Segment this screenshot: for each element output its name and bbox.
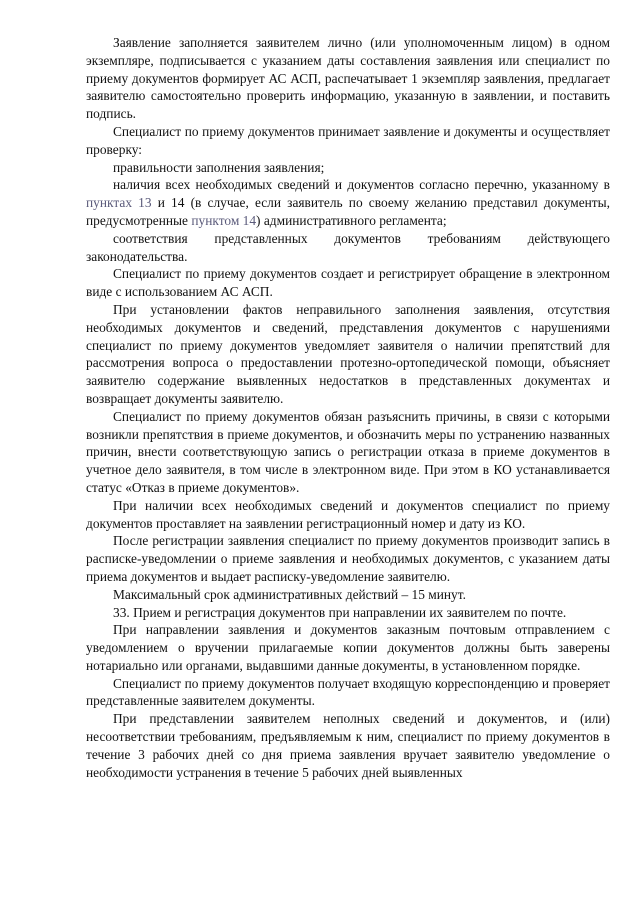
paragraph-check-completeness [86,176,610,229]
paragraph-check-legislation: соответствия представленных документов требованиям действующего законодательства. [86,230,610,264]
paragraph-check-correctness: правильности заполнения заявления; [113,159,325,175]
paragraph-incorrect-filling: При установлении фактов неправильного заполнения заявления, отсутствия необходимых документов и сведений, представления документов с нарушениями специалист по приему документов уведомляет заявителя о наличии препятствий для рассмотрения вопроса о предоставлении протезно-ортопедической помощи, объясняет заявителю содержание выявленных недостатков в представленных документах и возвращает документы заявителю. [86,301,610,406]
paragraph-receipt-notice: После регистрации заявления специалист по приему документов производит запись в расписке-уведомлении о приеме заявления и необходимых документов, с указанием даты приема документов и выдает расписку-уведомление заявителю. [86,533,610,584]
paragraph-registered-mail: При направлении заявления и документов заказным почтовым отправлением с уведомлением о вручении прилагаемые копии документов должны быть заверены нотариально или органами, выдавшими данные документы, в установленном порядке. [86,622,610,673]
completeness-text-part-3: ) административного регламента; [256,212,447,228]
paragraph-acceptance-check: Специалист по приему документов принимает заявление и документы и осуществляет проверку: [86,123,610,157]
paragraph-registration-number: При наличии всех необходимых сведений и документов специалист по приему документов проставляет на заявлении регистрационный номер и дату из КО. [86,497,610,531]
paragraph-item-33: 33. Прием и регистрация документов при направлении их заявителем по почте. [113,604,567,620]
paragraph-application-filling: Заявление заполняется заявителем лично (или уполномоченным лицом) в одном экземпляре, подписывается с указанием даты составления заявления или специалист по приему документов формирует АС АСП, распечатывает 1 экземпляр заявления, предлагает заявителю самостоятельно проверить информацию, указанную в заявлении, и поставить подпись. [86,35,610,122]
completeness-text-part-1: наличия всех необходимых сведений и документов согласно перечню, указанному в [113,177,610,193]
completeness-text-part-2: и 14 (в случае, если заявитель по своему желанию представил документы, предусмотренные [86,195,610,228]
paragraph-register-request: Специалист по приему документов создает и регистрирует обращение в электронном виде с использованием АС АСП. [86,266,610,300]
paragraph-explain-reasons: Специалист по приему документов обязан разъяснить причины, в связи с которыми возникли препятствия в приеме документов, и обозначить меры по устранению названных причин, внести соответствующую запись о регистрации отказа в приеме документов в учетное дело заявителя, в том числе в электронном виде. При этом в КО устанавливается статус «Отказ в приеме документов». [86,408,610,495]
link-item-14[interactable]: пунктом 14 [191,212,257,228]
paragraph-incoming-mail: Специалист по приему документов получает входящую корреспонденцию и проверяет представленные заявителем документы. [86,675,610,709]
link-items-13[interactable]: пунктах 13 [86,195,152,211]
paragraph-max-time: Максимальный срок административных действий – 15 минут. [113,586,466,602]
paragraph-incomplete-documents: При представлении заявителем неполных сведений и документов, и (или) несоответствии требованиям, предъявляемым к ним, специалист по приему документов в течение 3 рабочих дней со дня приема заявления вручает заявителю уведомление о необходимости устранения в течение 5 рабочих дней выявленных [86,711,610,780]
